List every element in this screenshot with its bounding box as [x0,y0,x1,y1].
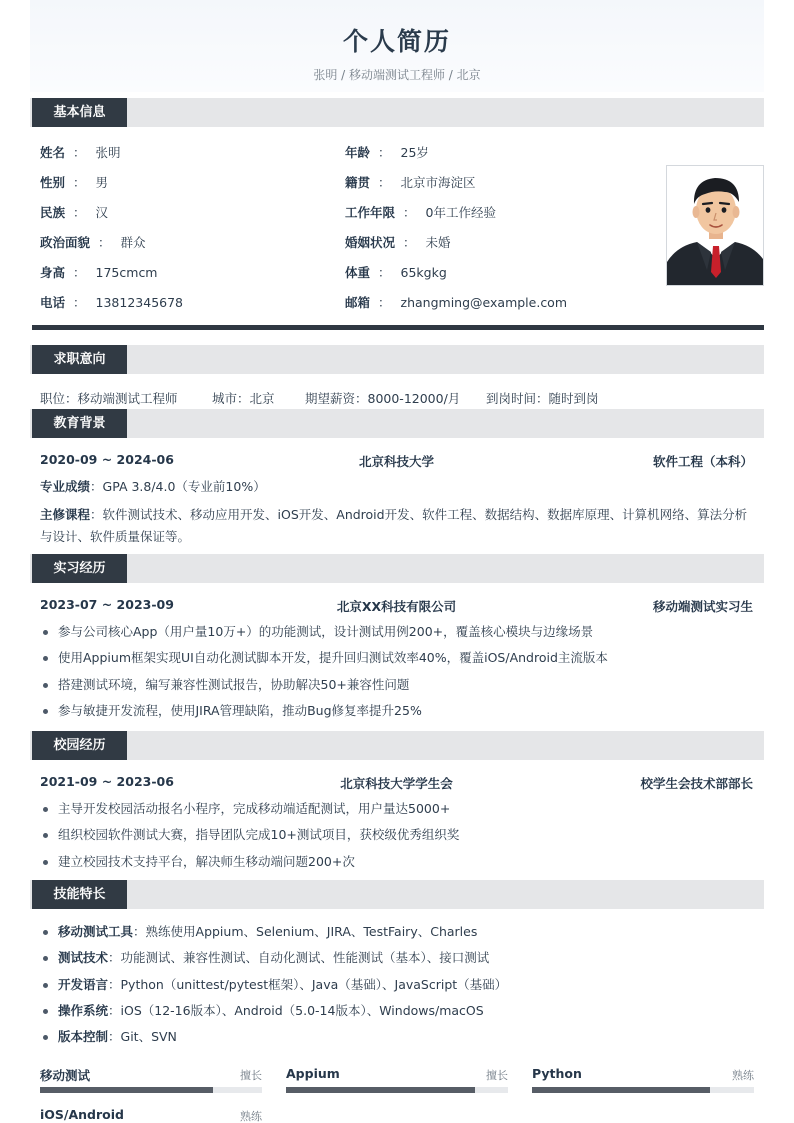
courses-label: 主修课程 [40,507,91,522]
info-name [40,143,121,161]
skill-bar [40,1107,262,1122]
list-item [40,998,760,1024]
skill-bar-name: Python [532,1066,582,1081]
internship-row [40,597,753,612]
avatar-illustration [667,166,764,286]
info-height [40,263,158,281]
resume-header [30,0,764,92]
section-header-internship [30,554,764,583]
grade-value: ：GPA 3.8/4.0（专业前10%） [90,479,266,494]
info-value: 25岁 [400,145,429,160]
intent-salary: 期望薪资：8000-12000/月 [305,391,461,406]
info-label: 工作年限 [345,205,396,220]
info-label: 电话 [40,295,66,310]
skill-label: 操作系统 [58,1002,109,1018]
list-item [40,919,760,945]
info-hometown [345,173,476,191]
info-label: 政治面貌 [40,235,91,250]
info-label: 性别 [40,175,66,190]
section-title-intent: 求职意向 [32,345,127,374]
info-colon: ： [378,145,391,160]
info-colon: ： [73,145,86,160]
section-header-campus [30,731,764,760]
info-colon: ： [378,295,391,310]
info-email [345,293,567,311]
education-courses [40,504,754,548]
education-row [40,452,753,467]
skill-bar [286,1066,508,1081]
info-ethnicity [40,203,108,221]
page-title: 个人简历 [342,27,451,56]
list-item: 建立校园技术支持平台，解决师生移动端问题200+次 [40,849,760,875]
page-subtitle: 张明 / 移动端测试工程师 / 北京 [313,68,481,82]
info-label: 身高 [40,265,66,280]
section-header-education [30,409,764,438]
info-work-years [345,203,496,221]
profile-photo [666,165,764,286]
section-title-internship: 实习经历 [32,554,127,583]
info-colon: ： [73,265,86,280]
info-colon: ： [73,205,86,220]
info-phone [40,293,183,311]
campus-org: 北京科技大学学生会 [340,776,453,791]
skill-label: 开发语言 [58,976,109,992]
skill-bar-level: 熟练 [732,1069,754,1082]
campus-role: 校学生会技术部部长 [640,776,753,791]
info-colon: ： [378,175,391,190]
skill-bar-track [286,1087,508,1093]
section-header-basic [30,98,764,127]
list-item: 搭建测试环境，编写兼容性测试报告，协助解决50+兼容性问题 [40,672,760,698]
info-value: 未婚 [425,235,451,250]
skill-bar-track [532,1087,754,1093]
info-marital [345,233,451,251]
internship-role: 移动端测试实习生 [652,599,753,614]
list-item: 参与公司核心App（用户量10万+）的功能测试，设计测试用例200+，覆盖核心模块与边缘场景 [40,619,760,645]
list-item: 参与敏捷开发流程，使用JIRA管理缺陷，推动Bug修复率提升25% [40,698,760,724]
info-value: 张明 [95,145,121,160]
info-label: 婚姻状况 [345,235,396,250]
info-label: 体重 [345,265,371,280]
skills-list [40,919,760,1050]
info-weight [345,263,447,281]
info-political [40,233,146,251]
info-colon: ： [73,295,86,310]
info-value: 175cmcm [95,265,158,280]
info-age [345,143,429,161]
education-grade [40,476,754,498]
info-label: 籍贯 [345,175,371,190]
info-colon: ： [73,175,86,190]
section-divider [32,325,764,330]
list-item [40,1024,760,1050]
info-value: 北京市海淀区 [400,175,476,190]
list-item: 主导开发校园活动报名小程序，完成移动端适配测试，用户量达5000+ [40,796,760,822]
info-value: 65kgkg [400,265,447,280]
skill-value: ：熟练使用Appium、Selenium、JIRA、TestFairy、Charles [133,924,478,939]
info-value: 0年工作经验 [425,205,496,220]
section-header-intent [30,345,764,374]
skill-bar-fill [286,1087,475,1093]
section-title-skills: 技能特长 [32,880,127,909]
section-title-campus: 校园经历 [32,731,127,760]
info-value: 汉 [95,205,109,220]
skill-value: ：iOS（12-16版本）、Android（5.0-14版本）、Windows/macOS [108,1002,484,1018]
campus-period: 2021-09 ~ 2023-06 [40,774,174,789]
info-colon: ： [403,235,416,250]
info-value: zhangming@example.com [400,295,568,310]
info-label: 民族 [40,205,66,220]
skill-bar-fill [532,1087,710,1093]
campus-row [40,774,753,789]
skill-bar-name: iOS/Android [40,1107,124,1122]
skill-bar-track [40,1087,262,1093]
skill-label: 版本控制 [58,1029,109,1045]
info-colon: ： [378,265,391,280]
skill-bar-level: 擅长 [486,1069,508,1082]
info-label: 邮箱 [345,295,371,310]
intent-availability: 到岗时间：随时到岗 [486,391,599,406]
list-item [40,972,760,998]
skill-bar-name: Appium [286,1066,340,1081]
skill-value: ：功能测试、兼容性测试、自动化测试、性能测试（基本）、接口测试 [108,950,490,966]
skill-label: 移动测试工具 [58,924,134,939]
list-item [40,945,760,971]
intent-city: 城市：北京 [212,391,275,406]
info-gender [40,173,108,191]
grade-label: 专业成绩 [40,479,91,494]
skill-bar-level: 熟练 [240,1110,262,1123]
internship-company: 北京XX科技有限公司 [336,599,457,614]
skill-bar [532,1066,754,1081]
skill-bar-fill [40,1087,213,1093]
skill-value: ：Git、SVN [108,1029,177,1045]
internship-period: 2023-07 ~ 2023-09 [40,597,174,612]
education-period: 2020-09 ~ 2024-06 [40,452,174,467]
skill-bar-level: 擅长 [240,1069,262,1082]
campus-list [40,796,760,875]
section-title-education: 教育背景 [32,409,127,438]
list-item: 组织校园软件测试大赛，指导团队完成10+测试项目，获校级优秀组织奖 [40,822,760,848]
info-label: 姓名 [40,145,66,160]
internship-list [40,619,760,724]
list-item: 使用Appium框架实现UI自动化测试脚本开发，提升回归测试效率40%，覆盖iOS/Android主流版本 [40,645,760,671]
info-label: 年龄 [345,145,371,160]
resume-page [30,0,764,1123]
section-title-basic: 基本信息 [32,98,127,127]
intent-position: 职位：移动端测试工程师 [40,391,178,406]
skill-value: ：Python（unittest/pytest框架）、Java（基础）、JavaScript（基础） [108,976,508,992]
skill-bar [40,1066,262,1084]
info-colon: ： [403,205,416,220]
education-school: 北京科技大学 [358,454,434,469]
info-value: 男 [95,175,109,190]
section-header-skills [30,880,764,909]
skill-label: 测试技术 [58,950,109,966]
education-major: 软件工程（本科） [652,454,753,469]
skill-bar-name: 移动测试 [40,1068,91,1083]
info-value: 群众 [120,235,146,250]
info-colon: ： [98,235,111,250]
courses-value: ：软件测试技术、移动应用开发、iOS开发、Android开发、软件工程、数据结构、数据库原理、计算机网络、算法分析与设计、软件质量保证等。 [40,507,748,544]
info-value: 13812345678 [95,295,184,310]
